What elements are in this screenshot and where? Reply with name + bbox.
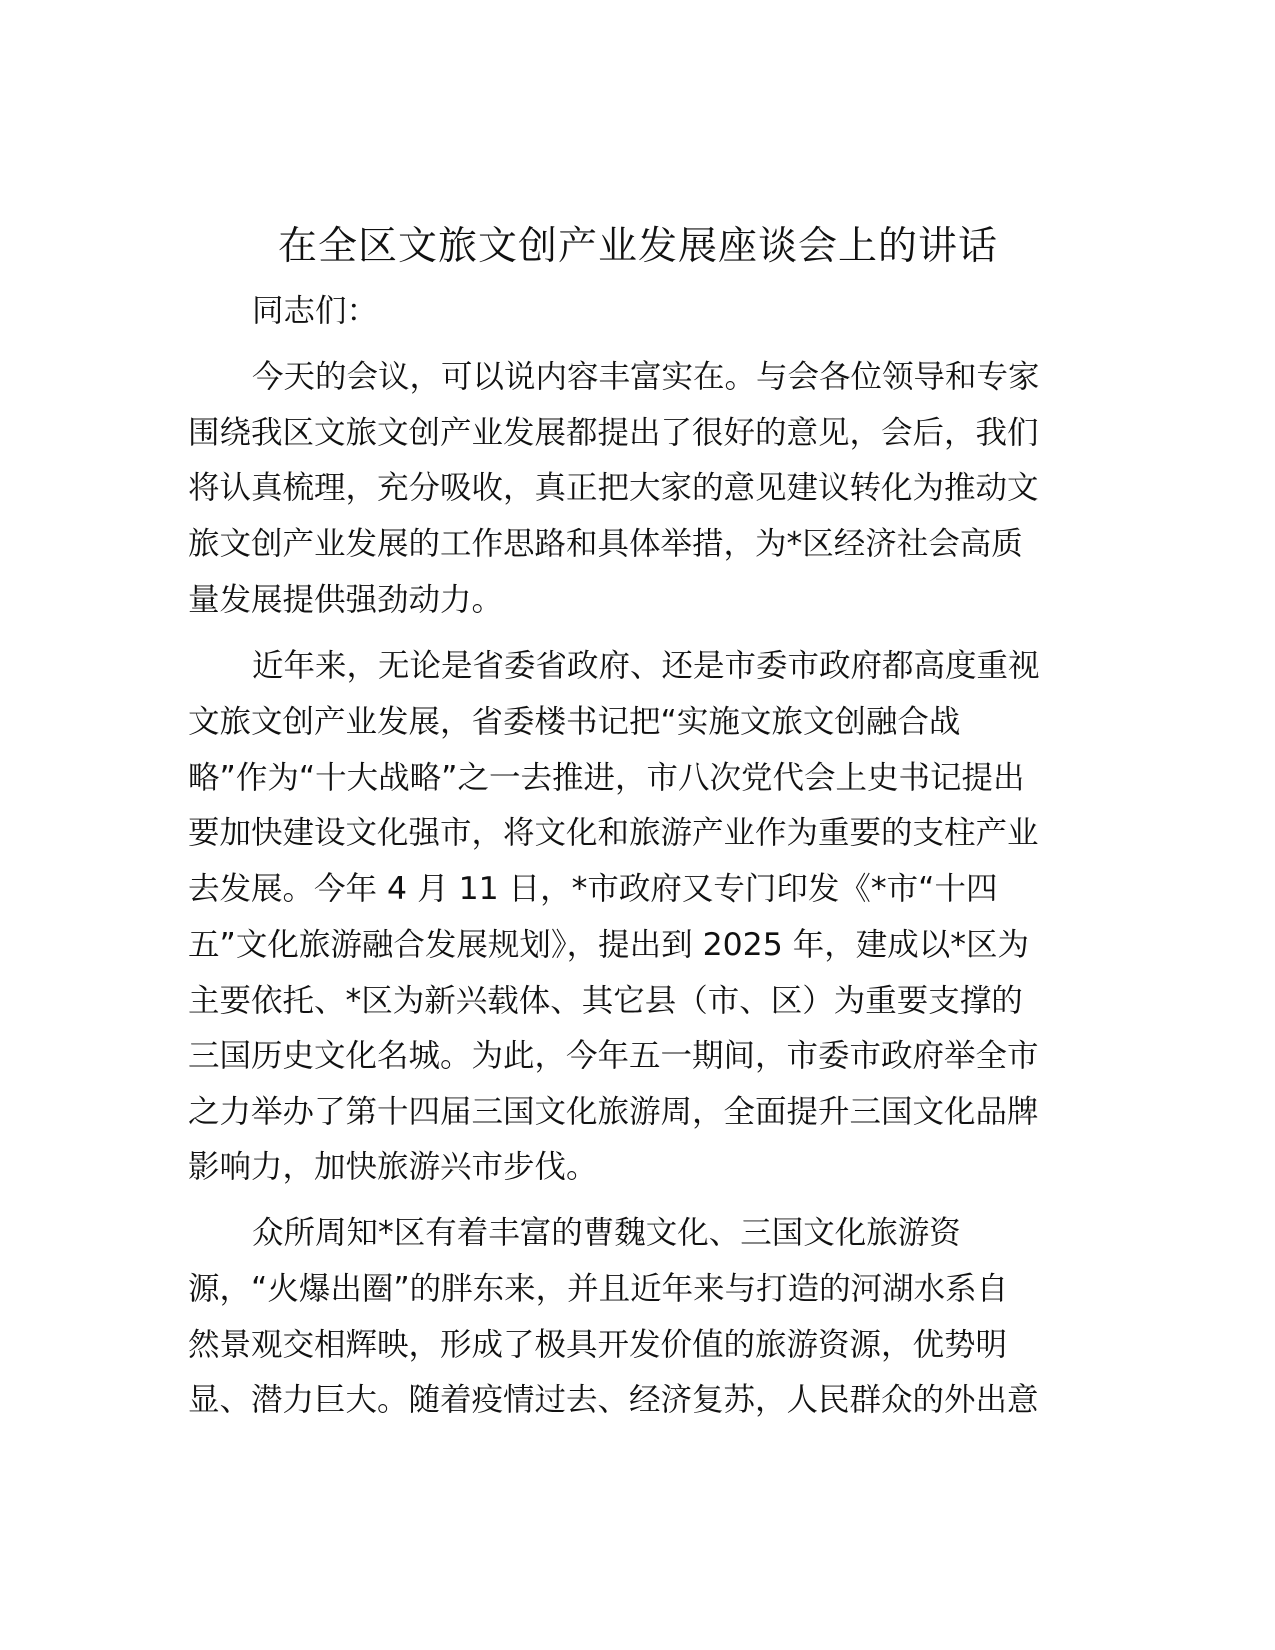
paragraph-line: 五”文化旅游融合发展规划》，提出到 2025 年，建成以*区为 xyxy=(188,927,1030,963)
paragraph-line: 旅文创产业发展的工作思路和具体举措，为*区经济社会高质 xyxy=(188,526,1023,562)
paragraph-line: 围绕我区文旅文创产业发展都提出了很好的意见，会后，我们 xyxy=(188,415,1039,451)
paragraph-line: 近年来，无论是省委省政府、还是市委市政府都高度重视 xyxy=(252,648,1040,684)
paragraph-line: 众所周知*区有着丰富的曹魏文化、三国文化旅游资 xyxy=(252,1215,961,1251)
paragraph-line: 将认真梳理，充分吸收，真正把大家的意见建议转化为推动文 xyxy=(188,470,1039,506)
paragraph-line: 量发展提供强劲动力。 xyxy=(188,582,504,618)
salutation: 同志们： xyxy=(252,293,379,329)
paragraph-line: 影响力，加快旅游兴市步伐。 xyxy=(188,1149,598,1185)
paragraph-line: 之力举办了第十四届三国文化旅游周，全面提升三国文化品牌 xyxy=(188,1094,1039,1130)
paragraph-line: 略”作为“十大战略”之一去推进，市八次党代会上史书记提出 xyxy=(188,760,1025,796)
paragraph-line: 然景观交相辉映，形成了极具开发价值的旅游资源，优势明 xyxy=(188,1327,1008,1363)
paragraph-line: 显、潜力巨大。随着疫情过去、经济复苏，人民群众的外出意 xyxy=(188,1382,1039,1418)
paragraph-line: 今天的会议，可以说内容丰富实在。与会各位领导和专家 xyxy=(252,359,1040,395)
paragraph-line: 去发展。今年 4 月 11 日，*市政府又专门印发《*市“十四 xyxy=(188,871,998,907)
paragraph-line: 三国历史文化名城。为此，今年五一期间，市委市政府举全市 xyxy=(188,1038,1039,1074)
document-title: 在全区文旅文创产业发展座谈会上的讲话 xyxy=(277,224,998,269)
paragraph-line: 要加快建设文化强市，将文化和旅游产业作为重要的支柱产业 xyxy=(188,815,1039,851)
paragraph-line: 文旅文创产业发展，省委楼书记把“实施文旅文创融合战 xyxy=(188,704,961,740)
paragraph-line: 主要依托、*区为新兴载体、其它县（市、区）为重要支撑的 xyxy=(188,983,1023,1019)
paragraph-line: 源，“火爆出圈”的胖东来，并且近年来与打造的河湖水系自 xyxy=(188,1271,1009,1307)
